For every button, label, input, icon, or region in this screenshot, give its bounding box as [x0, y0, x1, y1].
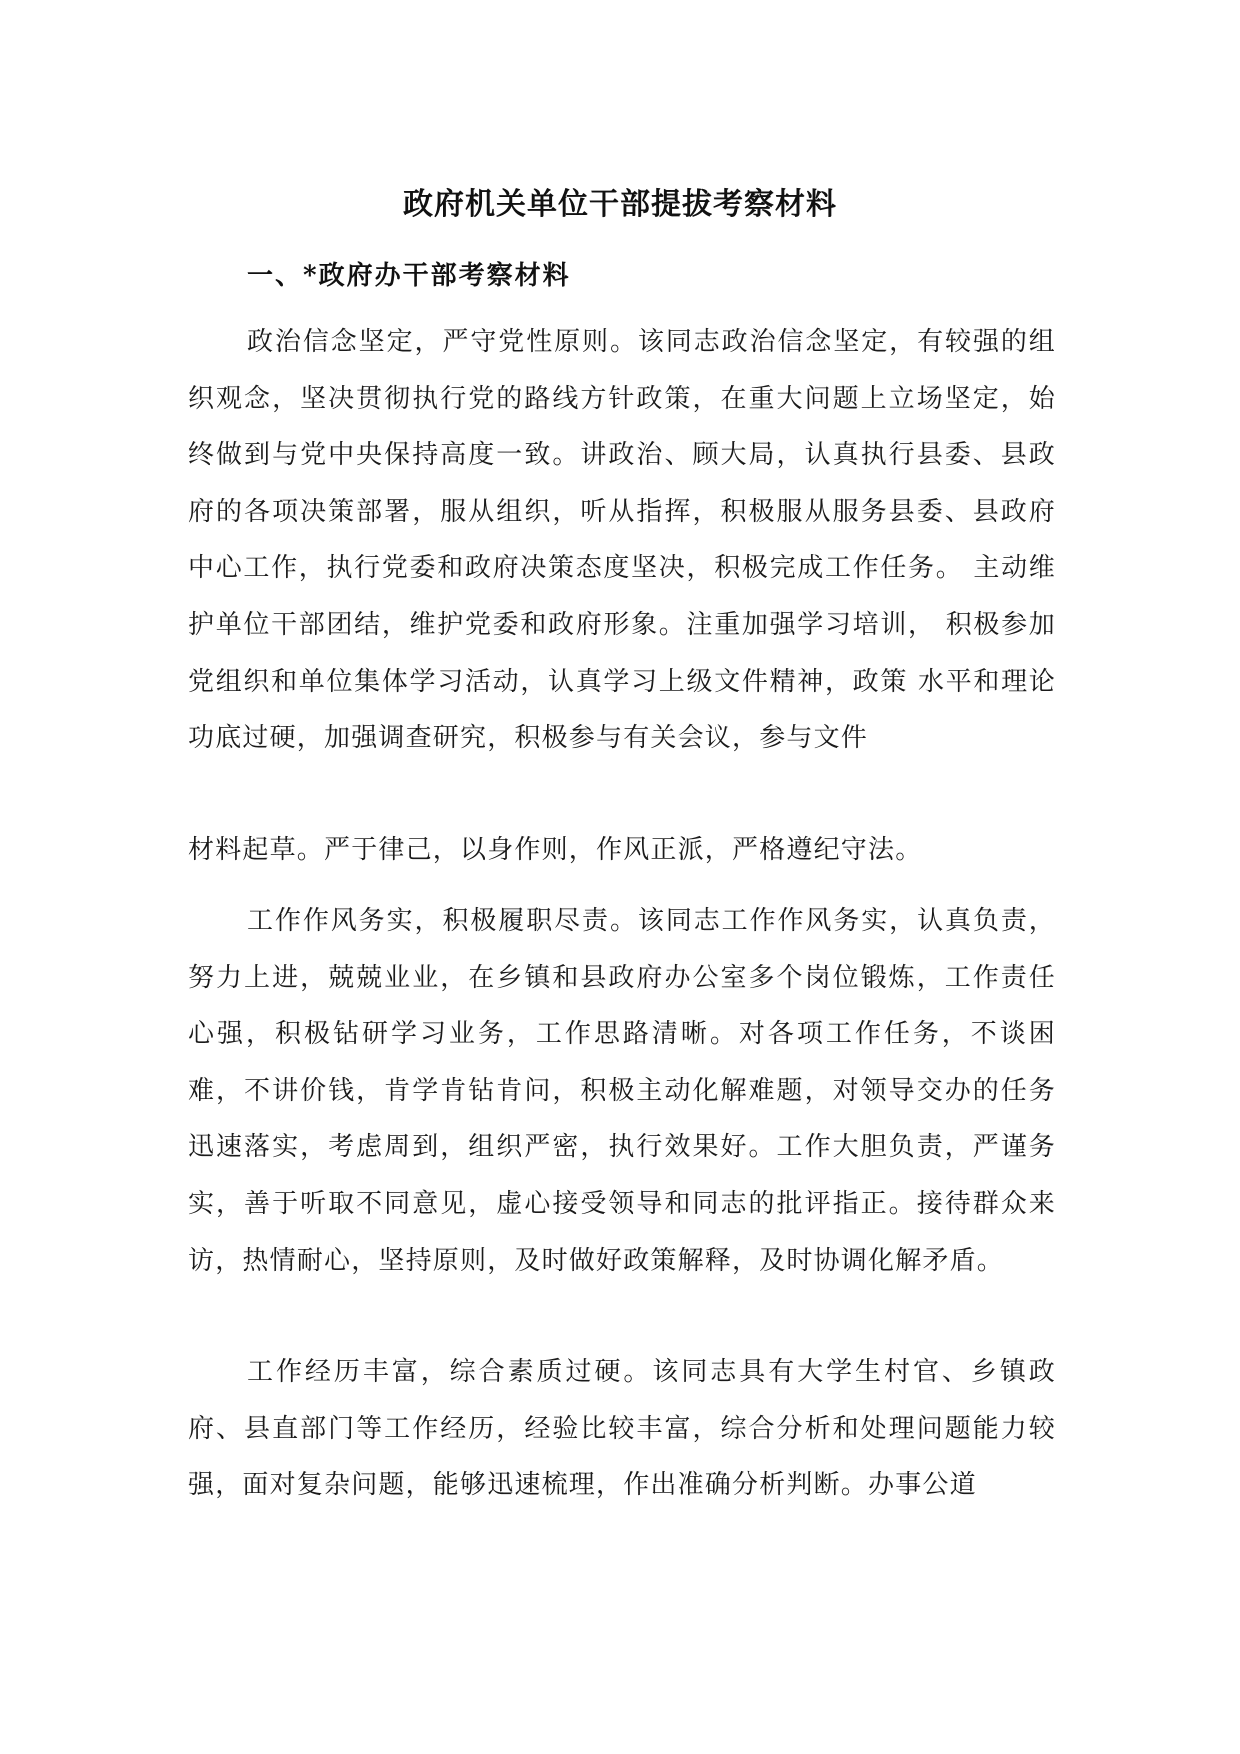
paragraph-work-experience: 工作经历丰富，综合素质过硬。该同志具有大学生村官、乡镇政府、县直部门等工作经历，经验比较丰富，综合分析和处理问题能力较强，面对复杂问题，能够迅速梳理，作出准确分析判断。办事公道 [188, 1357, 1056, 1501]
section-heading: 一、*政府办干部考察材料 [247, 261, 571, 291]
paragraph-political-belief: 政治信念坚定，严守党性原则。该同志政治信念坚定，有较强的组织观念，坚决贯彻执行党的路线方针政策，在重大问题上立场坚定，始终做到与党中央保持高度一致。讲政治、顾大局，认真执行县委、县政府的各项决策部署，服从组织，听从指挥，积极服从服务县委、县政府中心工作，执行党委和政府决策态度坚决，积极完成工作任务。 主动维护单位干部团结，维护党委和政府形象。注重加强学习培训， 积极参加党组织和单位集体学习活动，认真学习上级文件精神，政策 水平和理论功底过硬，加强调查研究，积极参与有关会议，参与文件 [188, 327, 1056, 754]
paragraph-political-belief-continued: 材料起草。严于律己，以身作则，作风正派，严格遵纪守法。 [188, 835, 923, 865]
paragraph-work-style: 工作作风务实，积极履职尽责。该同志工作作风务实，认真负责，努力上进，兢兢业业，在乡镇和县政府办公室多个岗位锻炼，工作责任心强，积极钻研学习业务，工作思路清晰。对各项工作任务，不谈困难，不讲价钱，肯学肯钻肯问，积极主动化解难题，对领导交办的任务迅速落实，考虑周到，组织严密，执行效果好。工作大胆负责，严谨务实，善于听取不同意见，虚心接受领导和同志的批评指正。接待群众来访，热情耐心，坚持原则，及时做好政策解释，及时协调化解矛盾。 [188, 906, 1056, 1276]
document-title: 政府机关单位干部提拔考察材料 [403, 187, 837, 222]
